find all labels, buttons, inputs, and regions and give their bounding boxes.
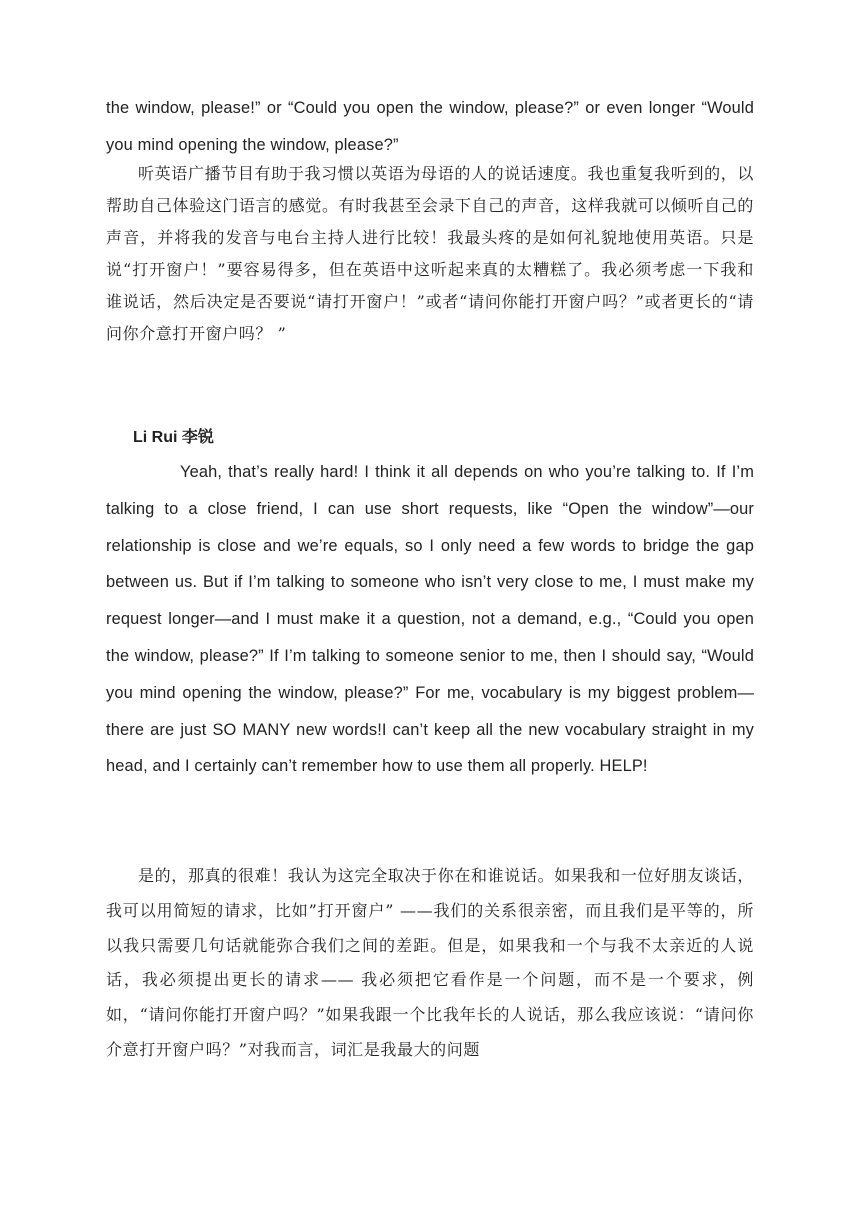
chinese-translation-paragraph: 听英语广播节目有助于我习惯以英语为母语的人的说话速度。我也重复我听到的，以帮助自己体验这门语言的感觉。有时我甚至会录下自己的声音，这样我就可以倾听自己的声音，并将我的发音与电台主持人进行比较！我最头疼的是如何礼貌地使用英语。只是说“打开窗户！”要容易得多，但在英语中这听起来真的太糟糕了。我必须考虑一下我和谁说话，然后决定是否要说“请打开窗户！”或者“请问你能打开窗户吗？”或者更长的“请问你介意打开窗户吗？ ” xyxy=(106,164,754,343)
speaker-chinese-translation-paragraph: 是的，那真的很难！我认为这完全取决于你在和谁说话。如果我和一位好朋友谈话，我可以用简短的请求，比如”打开窗户” ——我们的关系很亲密，而且我们是平等的，所以我只需要几句话就能弥合我们之间的差距。但是，如果我和一个与我不太亲近的人说话，我必须提出更长的请求—— 我必须把它看作是一个问题，而不是一个要求，例如，“请问你能打开窗户吗？”如果我跟一个比我年长的人说话，那么我应该说：“请问你介意打开窗户吗？”对我而言，词汇是我最大的问题 xyxy=(106,866,754,1059)
speaker-english-paragraph: Yeah, that’s really hard! I think it all depends on who you’re talking to. If I’m talking to a close friend, I can use short requests, like “Open the window”—our relationship is close and we’re equals, so I only need a few words to bridge the gap between us. But if I’m talking to someone who isn’t very close to me, I must make my request longer—and I must make it a question, not a demand, e.g., “Could you open the window, please?” If I’m talking to someone senior to me, then I should say, “Would you mind opening the window, please?” For me, vocabulary is my biggest problem—there are just SO MANY new words!I can’t keep all the new vocabulary straight in my head, and I certainly can’t remember how to use them all properly. HELP! xyxy=(106,463,754,776)
speaker-name-heading: Li Rui 李锐 xyxy=(133,429,214,446)
english-paragraph-continued: the window, please!” or “Could you open the window, please?” or even longer “Would you mind opening the window, please?” xyxy=(106,99,754,154)
